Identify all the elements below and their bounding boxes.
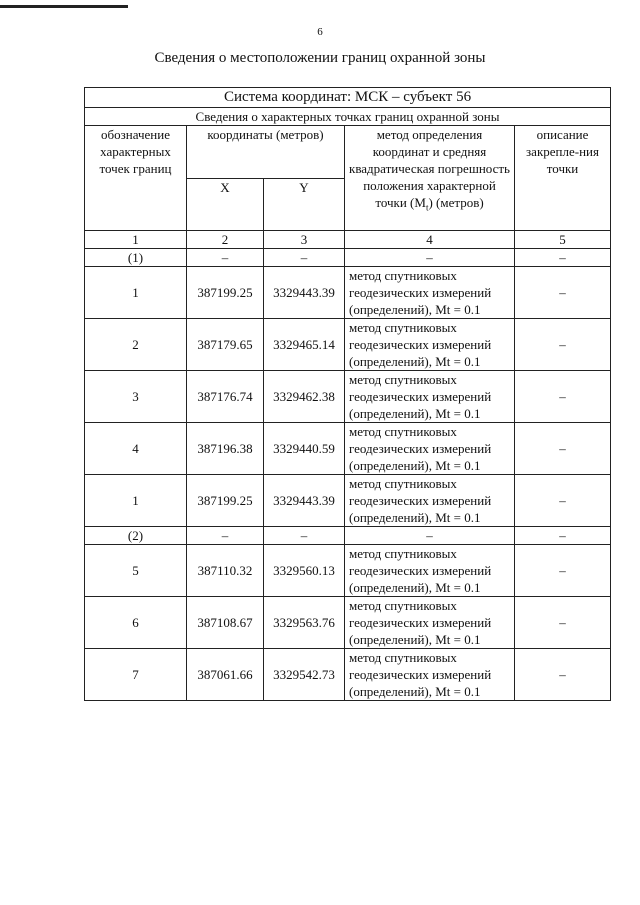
y-coordinate-cell: – (264, 249, 345, 267)
x-coordinate-cell: 387199.25 (187, 475, 264, 527)
point-designation-cell: 4 (85, 423, 187, 475)
header-method-units: ) (метров) (428, 195, 484, 210)
column-number-1: 1 (85, 231, 187, 249)
table-row (85, 649, 611, 701)
description-cell: – (515, 249, 611, 267)
column-header-row (85, 126, 611, 179)
contour-row (85, 249, 611, 267)
y-coordinate-cell: 3329443.39 (264, 267, 345, 319)
table-row (85, 597, 611, 649)
y-coordinate-cell: 3329443.39 (264, 475, 345, 527)
description-cell: – (515, 475, 611, 527)
method-cell: метод спутниковых геодезических измерений (определений), Mt = 0.1 (345, 545, 515, 597)
description-cell: – (515, 371, 611, 423)
scan-artifact-line (0, 5, 128, 8)
method-cell: метод спутниковых геодезических измерений (определений), Mt = 0.1 (345, 319, 515, 371)
header-point-designation: обозначение характерных точек границ (85, 126, 187, 231)
column-numbering-row (85, 231, 611, 249)
point-designation-cell: 5 (85, 545, 187, 597)
page-number: 6 (317, 26, 323, 38)
point-designation-cell: (1) (85, 249, 187, 267)
x-coordinate-cell: 387061.66 (187, 649, 264, 701)
table-row (85, 267, 611, 319)
point-designation-cell: 1 (85, 267, 187, 319)
y-coordinate-cell: 3329560.13 (264, 545, 345, 597)
header-coordinates: координаты (метров) (187, 126, 345, 179)
method-cell: метод спутниковых геодезических измерений (определений), Mt = 0.1 (345, 475, 515, 527)
method-cell: – (345, 249, 515, 267)
point-designation-cell: 3 (85, 371, 187, 423)
description-cell: – (515, 319, 611, 371)
y-coordinate-cell: 3329465.14 (264, 319, 345, 371)
coordinate-system-cell: Система координат: МСК – субъект 56 (85, 88, 611, 108)
method-cell: метод спутниковых геодезических измерений (определений), Mt = 0.1 (345, 267, 515, 319)
y-coordinate-cell: 3329462.38 (264, 371, 345, 423)
method-cell: метод спутниковых геодезических измерений (определений), Mt = 0.1 (345, 371, 515, 423)
table-row (85, 423, 611, 475)
header-method (345, 126, 515, 231)
column-number-5: 5 (515, 231, 611, 249)
method-cell: метод спутниковых геодезических измерений (определений), Mt = 0.1 (345, 423, 515, 475)
document-title: Сведения о местоположении границ охранной зоны (154, 50, 486, 66)
description-cell: – (515, 597, 611, 649)
x-coordinate-cell: 387108.67 (187, 597, 264, 649)
point-designation-cell: 2 (85, 319, 187, 371)
x-coordinate-cell: 387179.65 (187, 319, 264, 371)
description-cell: – (515, 649, 611, 701)
table-row (85, 475, 611, 527)
method-cell: – (345, 527, 515, 545)
column-number-2: 2 (187, 231, 264, 249)
x-coordinate-cell: 387110.32 (187, 545, 264, 597)
header-method-subscript: t (425, 202, 429, 213)
x-coordinate-cell: 387196.38 (187, 423, 264, 475)
header-method-text: метод определения координат и средняя квадратическая погрешность положения характерной точки (M (349, 127, 510, 210)
point-designation-cell: (2) (85, 527, 187, 545)
point-designation-cell: 7 (85, 649, 187, 701)
point-designation-cell: 6 (85, 597, 187, 649)
x-coordinate-cell: 387176.74 (187, 371, 264, 423)
description-cell: – (515, 267, 611, 319)
table-row (85, 371, 611, 423)
points-info-header-row (85, 108, 611, 126)
x-coordinate-cell: – (187, 249, 264, 267)
column-number-4: 4 (345, 231, 515, 249)
description-cell: – (515, 527, 611, 545)
y-coordinate-cell: – (264, 527, 345, 545)
coordinate-system-row (85, 88, 611, 108)
table-row (85, 319, 611, 371)
header-y: Y (264, 178, 345, 231)
points-info-header-cell: Сведения о характерных точках границ охранной зоны (85, 108, 611, 126)
boundary-points-table (84, 87, 611, 701)
table-row (85, 545, 611, 597)
y-coordinate-cell: 3329440.59 (264, 423, 345, 475)
x-coordinate-cell: – (187, 527, 264, 545)
header-description: описание закрепле-ния точки (515, 126, 611, 231)
column-number-3: 3 (264, 231, 345, 249)
contour-row (85, 527, 611, 545)
header-x: X (187, 178, 264, 231)
point-designation-cell: 1 (85, 475, 187, 527)
description-cell: – (515, 545, 611, 597)
description-cell: – (515, 423, 611, 475)
y-coordinate-cell: 3329542.73 (264, 649, 345, 701)
method-cell: метод спутниковых геодезических измерений (определений), Mt = 0.1 (345, 649, 515, 701)
y-coordinate-cell: 3329563.76 (264, 597, 345, 649)
method-cell: метод спутниковых геодезических измерений (определений), Mt = 0.1 (345, 597, 515, 649)
x-coordinate-cell: 387199.25 (187, 267, 264, 319)
